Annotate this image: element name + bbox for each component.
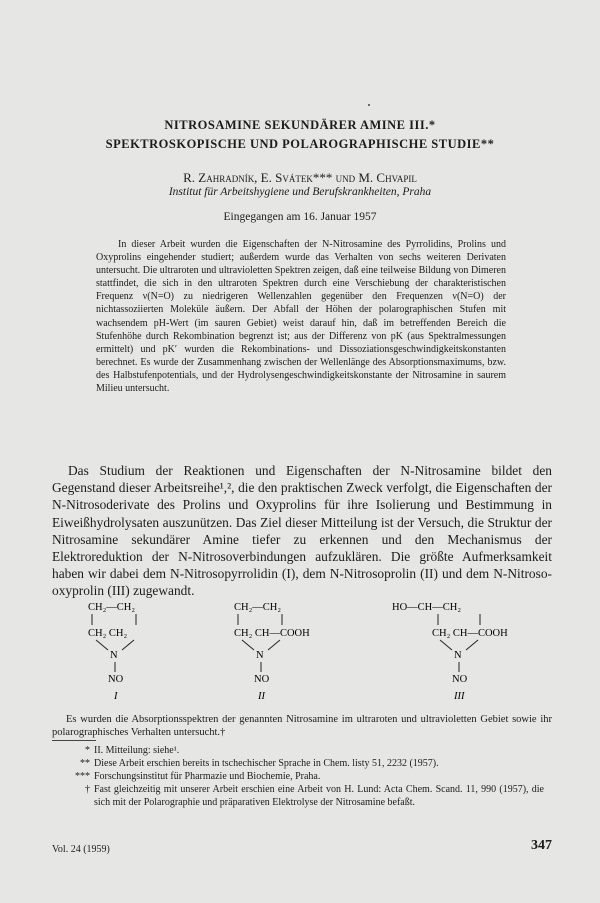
footnote-text: II. Mitteilung: siehe¹. <box>94 745 180 756</box>
authors: R. Zahradník, E. Svátek*** und M. Chvapil <box>183 170 417 185</box>
formula-II-top: CH₂—CH₂ <box>234 602 281 613</box>
formula-I-no: NO <box>108 674 124 685</box>
formula-III <box>392 602 508 700</box>
footnote-4 <box>52 784 552 824</box>
footnote-mark: * <box>85 745 90 756</box>
footnote-mark: ** <box>80 758 90 769</box>
formula-III-mid: CH₂ CH—COOH <box>432 628 508 639</box>
footnote-mark: † <box>85 784 90 795</box>
abstract: In dieser Arbeit wurden die Eigenschaften der N-Nitrosamine des Pyrrolidins, Prolins und Oxyprolins eingehender studiert; außerdem wurde das Verhalten von sechs weiteren Derivaten untersucht. Die ultraroten und ultravioletten Spektren zeigen, daß eine teilweise Bildung von Dimeren stattfindet, die sich in den ultraroten Spektren durch eine Verschiebung der charakteristischen Frequenz ν(N=O) zu niedrigeren Wellenzahlen gegenüber den Frequenzen ν(N=O) der nichtassoziierten Moleküle äußern. Der Abfall der Höhen der polarographischen Stufen mit wachsendem pH-Wert (im sauren Gebiet) weist darauf hin, daß im betreffenden Bereich die Stufenhöhe durch Rekombination begrenzt ist; aus der Differenz von pK (aus Spektralmessungen ermittelt) und pK′ wurden die Rekombinations- und Dissoziationsgeschwindigkeitskonstanten berechnet. Es wurde der Zusammenhang zwischen der Wellenlänge des Absorptionsmaximums, bzw. des Halbstufenpotentials, und der Hydrolysengeschwindigkeitskonstante der Nitrosamine in saurem Milieu untersucht. <box>96 239 506 395</box>
footnote-3 <box>52 771 552 784</box>
footnote-text: Diese Arbeit erschien bereits in tschechischer Sprache in Chem. listy 51, 2232 (1957). <box>94 758 439 769</box>
formula-I <box>88 602 136 700</box>
formula-II-mid: CH₂ CH—COOH <box>234 628 310 639</box>
formula-II-n: N <box>256 650 264 661</box>
volume-info: Vol. 24 (1959) <box>52 844 110 855</box>
formula-III-n: N <box>454 650 462 661</box>
structural-formulas <box>52 598 552 700</box>
footnote-1 <box>52 745 552 758</box>
body-paragraph: Das Studium der Reaktionen und Eigenschaften der N-Nitrosamine bildet den Gegenstand dieser Arbeitsreihe¹,², die den praktischen Zweck verfolgt, die Eigenschaften der N-Nitrosoderivate des Prolins und Oxyprolins für ihre Isolierung und Bestimmung in Eiweißhydrolysaten auszunützen. Das Ziel dieser Mitteilung ist der Versuch, die Struktur der Nitrosamine sekundärer Amine tiefer zu erkennen und den Mechanismus der Elektroreduktion der N-Nitrosoverbindungen aufzuklären. Die größte Aufmerksamkeit haben wir dabei dem N-Nitrosopyrrolidin (I), dem N-Nitrosoprolin (II) und dem N-Nitroso-oxyprolin (III) zugewandt. <box>52 463 552 599</box>
footnote-text: Forschungsinstitut für Pharmazie und Biochemie, Praha. <box>94 771 321 782</box>
footnote-mark: *** <box>75 771 90 782</box>
formula-I-mid: CH₂ CH₂ <box>88 628 128 639</box>
formula-II <box>234 602 310 700</box>
page-number: 347 <box>531 838 552 853</box>
formula-I-label: I <box>114 691 118 700</box>
title-line-2: SPEKTROSKOPISCHE UND POLAROGRAPHISCHE STUDIE** <box>105 137 495 151</box>
footnote-2 <box>52 758 552 771</box>
footnote-text: Fast gleichzeitig mit unserer Arbeit erschien eine Arbeit von H. Lund: Acta Chem. Scand. 11, 990 (1957), die sich mit der Polarographie und präparativen Elektrolyse der Nitrosamine befaßt. <box>94 784 544 808</box>
formula-II-label: II <box>258 691 265 700</box>
formula-III-no: NO <box>452 674 468 685</box>
formula-III-label: III <box>454 691 465 700</box>
received-date: Eingegangen am 16. Januar 1957 <box>223 211 377 223</box>
formula-III-top: HO—CH—CH₂ <box>392 602 461 613</box>
title-line-1: NITROSAMINE SEKUNDÄRER AMINE III.* <box>164 118 436 132</box>
formula-I-n: N <box>110 650 118 661</box>
formula-I-top: CH₂—CH₂ <box>88 602 135 613</box>
article-title <box>40 116 560 154</box>
speck <box>368 104 370 106</box>
formula-II-no: NO <box>254 674 270 685</box>
institute: Institut für Arbeitshygiene und Berufskrankheiten, Praha <box>168 186 432 198</box>
formula-caption: Es wurden die Absorptionsspektren der genannten Nitrosamine im ultraroten und ultravioletten Gebiet sowie ihr polarographisches Verhalten untersucht.† <box>52 714 552 738</box>
footnote-rule <box>52 740 96 741</box>
